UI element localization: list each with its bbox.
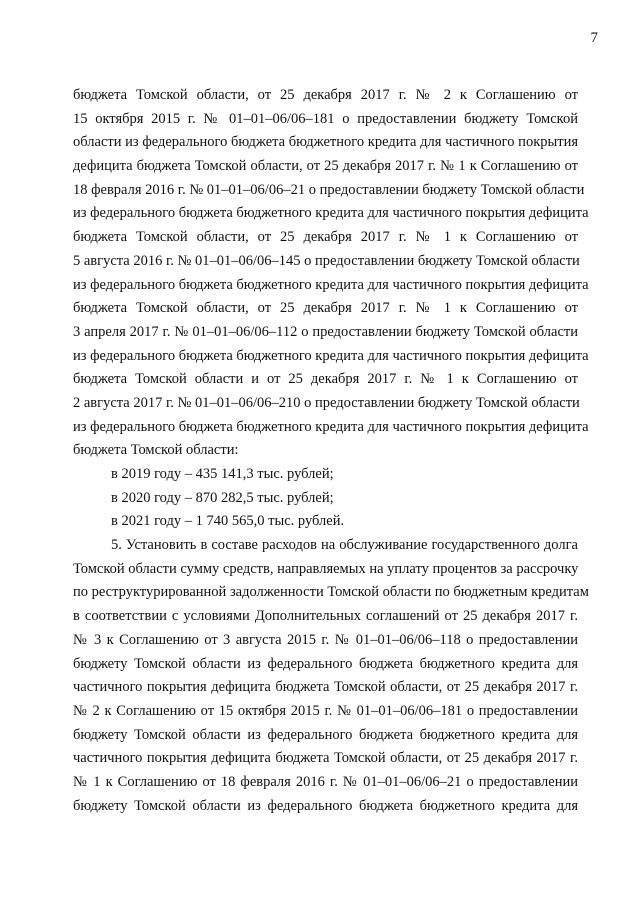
paragraph-start: 5. Установить в составе расходов на обслуживание государственного долга	[111, 537, 578, 554]
text-line: области из федерального бюджета бюджетного кредита для частичного покрытия	[73, 134, 578, 151]
text-line: частичного покрытия дефицита бюджета Томской области, от 25 декабря 2017 г.	[73, 750, 578, 767]
list-item: в 2021 году – 1 740 565,0 тыс. рублей.	[111, 513, 345, 530]
text-line: 18 февраля 2016 г. № 01–01–06/06–21 о предоставлении бюджету Томской области	[73, 181, 585, 198]
text-line: из федерального бюджета бюджетного кредита для частичного покрытия дефицита	[73, 418, 589, 435]
text-line: частичного покрытия дефицита бюджета Томской области, от 25 декабря 2017 г.	[73, 679, 578, 696]
text-line: № 2 к Соглашению от 15 октября 2015 г. № 01–01–06/06–181 о предоставлении	[73, 702, 578, 719]
text-line: 15 октября 2015 г. № 01–01–06/06–181 о предоставлении бюджету Томской	[73, 110, 578, 127]
text-line: из федерального бюджета бюджетного кредита для частичного покрытия дефицита	[73, 276, 589, 293]
text-line: из федерального бюджета бюджетного кредита для частичного покрытия дефицита	[73, 205, 589, 222]
page-number: 7	[590, 30, 598, 46]
list-item: в 2019 году – 435 141,3 тыс. рублей;	[111, 466, 334, 482]
text-line: бюджету Томской области из федерального бюджета бюджетного кредита для	[73, 797, 578, 814]
text-line: дефицита бюджета Томской области, от 25 декабря 2017 г. № 1 к Соглашению от	[73, 158, 578, 175]
text-line: бюджету Томской области из федерального бюджета бюджетного кредита для	[73, 655, 578, 672]
text-line: 2 августа 2017 г. № 01–01–06/06–210 о предоставлении бюджету Томской области	[73, 394, 580, 411]
text-line: бюджета Томской области, от 25 декабря 2017 г. № 1 к Соглашению от	[73, 300, 578, 317]
text-line: по реструктурированной задолженности Томской области по бюджетным кредитам	[73, 584, 589, 601]
text-line: бюджета Томской области, от 25 декабря 2017 г. № 1 к Соглашению от	[73, 229, 578, 246]
text-line: бюджета Томской области:	[73, 442, 239, 459]
text-line: из федерального бюджета бюджетного кредита для частичного покрытия дефицита	[73, 347, 589, 364]
text-line: в соответствии с условиями Дополнительных соглашений от 25 декабря 2017 г.	[73, 608, 578, 625]
list-item: в 2020 году – 870 282,5 тыс. рублей;	[111, 489, 334, 506]
text-line: бюджету Томской области из федерального бюджета бюджетного кредита для	[73, 726, 578, 743]
body-text	[73, 84, 589, 818]
text-line: Томской области сумму средств, направляемых на уплату процентов за рассрочку	[73, 560, 579, 577]
text-line: бюджета Томской области, от 25 декабря 2017 г. № 2 к Соглашению от	[73, 87, 578, 103]
text-line: 3 апреля 2017 г. № 01–01–06/06–112 о предоставлении бюджету Томской области	[73, 323, 578, 340]
text-line: № 1 к Соглашению от 18 февраля 2016 г. № 01–01–06/06–21 о предоставлении	[73, 773, 578, 790]
text-line: № 3 к Соглашению от 3 августа 2015 г. № 01–01–06/06–118 о предоставлении	[73, 631, 578, 648]
text-line: бюджета Томской области и от 25 декабря 2017 г. № 1 к Соглашению от	[73, 371, 578, 388]
text-line: 5 августа 2016 г. № 01–01–06/06–145 о предоставлении бюджету Томской области	[73, 252, 580, 269]
